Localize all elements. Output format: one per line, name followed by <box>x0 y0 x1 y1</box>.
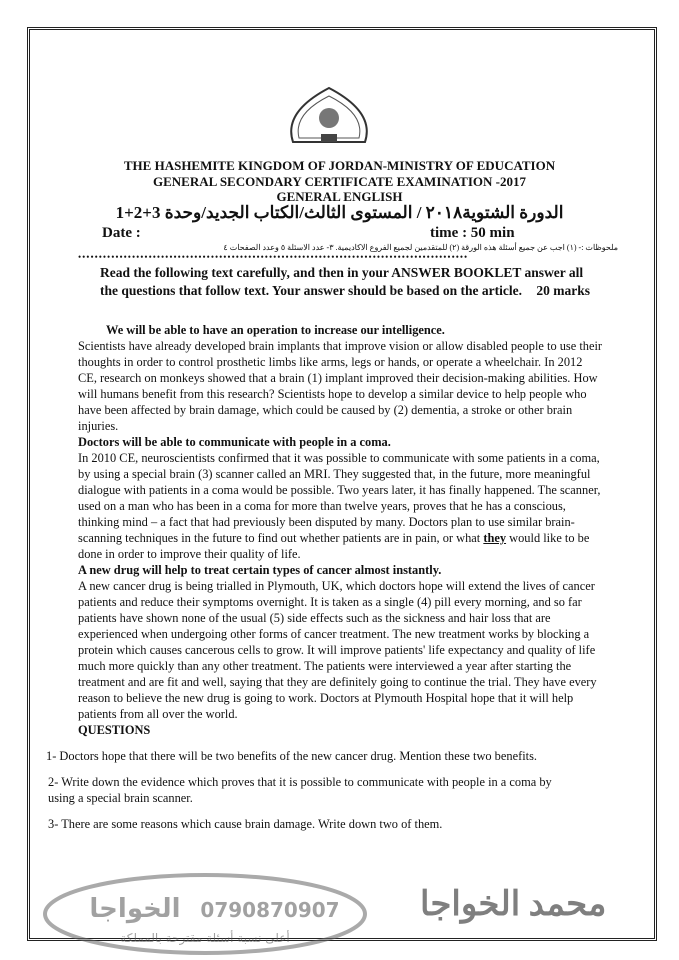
heading-3: A new drug will help to treat certain types of cancer almost instantly. <box>78 563 442 577</box>
stamp-phone: 0790870907 <box>200 898 340 922</box>
paragraph-2-end: would like to be done in order to improve their quality of life. <box>78 531 590 561</box>
time-label: time : 50 min <box>430 225 515 241</box>
paragraph-3: A new cancer drug is being trialled in Plymouth, UK, which doctors hope will extend the lives of cancer patients and reduce their symptoms overnight. It is taken as a single (4) pill every morning, and so far patients have shown none of the usual (5) side effects such as the sickness and hair loss that are experienced when undergoing other forms of cancer treatment. The new treatment works by blocking a protein which causes cancerous cells to grow. It will improve patients' life expectancy and quality of life much more quickly than any other treatment. The patients were interviewed a year after starting the treatment and are fit and well, saying that they are definitely going to continue the trial. They have every reason to believe the new drug is going to work. Doctors at Plymouth Hospital hope that it will help patients from all over the world. <box>78 579 597 721</box>
marks: 20 marks <box>536 283 590 298</box>
underlined-word: they <box>483 531 507 545</box>
jordan-crest-logo <box>283 82 375 150</box>
header-exam: GENERAL SECONDARY CERTIFICATE EXAMINATION -2017 <box>153 174 526 189</box>
question-2: 2- Write down the evidence which proves that it is possible to communicate with people in a coma by <box>48 775 552 789</box>
instructions-text: Read the following text carefully, and then in your ANSWER BOOKLET answer all the questions that follow text. Your answer should be based on the article. <box>100 265 584 298</box>
signature-watermark: محمد الخواجا <box>420 886 607 923</box>
question-3: 3- There are some reasons which cause brain damage. Write down two of them. <box>48 817 443 831</box>
date-label: Date : <box>102 225 141 241</box>
dotted-divider: •••••••••••••••••••••••••••••••••••••••••••••••••••••••••••••••••••••••••••••••••••••••••••••• <box>78 253 469 262</box>
paragraph-2-text: In 2010 CE, neuroscientists confirmed that it was possible to communicate with some patients in a coma, by using a special brain (3) scanner called an MRI. They suggested that, in the future, more meaningful dialogue with patients in a coma would be possible. Two years later, it has finally happened. The scanner, used on a man who has been in a coma for more than twelve years, proves that he has a conscious, thinking mind – a fact that had previously been disputed by many. Doctors plan to use similar brain-scanning techniques in the future to find out whether patients are in pain, or what <box>78 451 601 545</box>
paragraph-1: Scientists have already developed brain implants that improve vision or allow disabled people to use their thoughts in order to control prosthetic limbs like arms, legs or hands, or operate a wheelchair. In 2012 CE, research on monkeys showed that a brain (1) implant improved their decision-making abilities. How will humans benefit from this research? Scientists hope to develop a similar device to help people who have been affected by brain damage, which could be caused by (2) dementia, a stroke or other brain injuries. <box>78 339 603 433</box>
stamp-subtitle: أعلى نسبة أسئلة مقترحة بالمملكة <box>120 931 290 945</box>
arabic-title: الدورة الشتوية٢٠١٨ / المستوى الثالث/الكتاب الجديد/وحدة 3+2+1 <box>115 203 564 222</box>
article-title: We will be able to have an operation to increase our intelligence. <box>106 323 445 337</box>
stamp-name: الخواجا <box>89 894 181 924</box>
paragraph-2 <box>78 450 603 562</box>
questions-heading: QUESTIONS <box>78 723 151 737</box>
heading-2: Doctors will be able to communicate with people in a coma. <box>78 435 391 449</box>
question-1: 1- Doctors hope that there will be two benefits of the new cancer drug. Mention these two benefits. <box>46 749 538 763</box>
watermark-stamp <box>40 872 370 956</box>
header-ministry: THE HASHEMITE KINGDOM OF JORDAN-MINISTRY OF EDUCATION <box>123 158 556 173</box>
instructions <box>100 264 590 300</box>
article <box>46 322 603 832</box>
arabic-notes: ملحوظات :- (١) اجب عن جميع أسئلة هذه الورقة (٢) للمتقدمين لجميع الفروع الاكاديمية. ٣- عدد الاسئلة ٥ وعدد الصفحات ٤ <box>223 243 618 252</box>
question-2-cont: using a special brain scanner. <box>48 791 193 805</box>
header-subject: GENERAL ENGLISH <box>276 189 403 204</box>
